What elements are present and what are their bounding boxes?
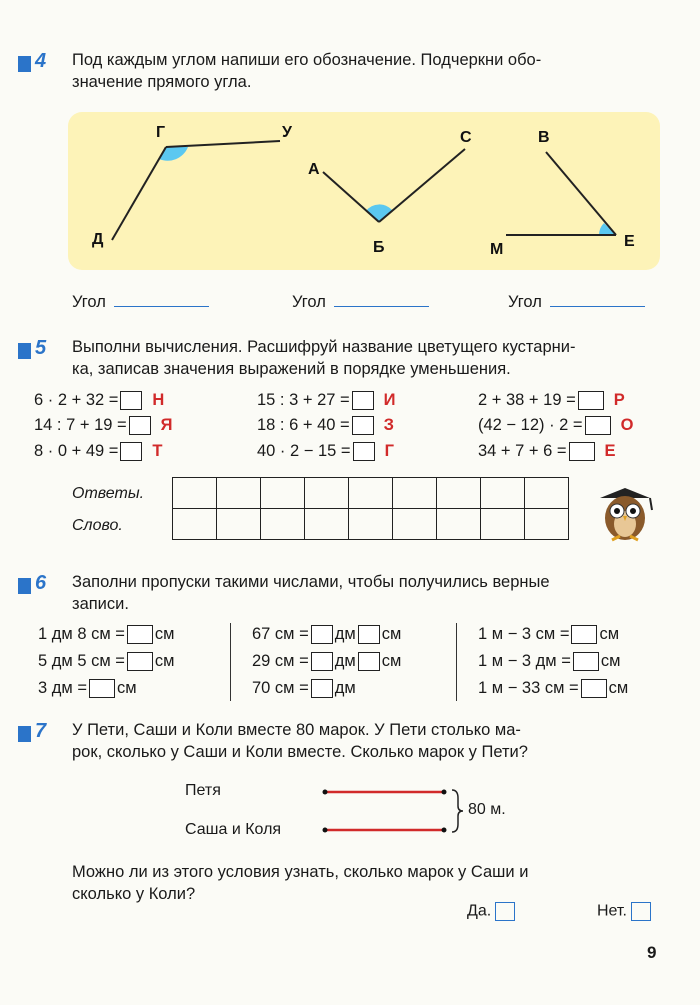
expression: 18 : 6 + 40 = З — [257, 416, 395, 434]
conversion: 67 см = дм см — [252, 625, 402, 643]
expression: (42 − 12) · 2 = О — [478, 416, 634, 434]
task-number-6: 6 — [35, 572, 47, 594]
answer-cell[interactable] — [305, 478, 349, 509]
task7-question-line2: сколько у Коли? — [72, 885, 196, 903]
answer-line[interactable] — [550, 306, 645, 307]
angle-label: Угол — [292, 293, 326, 311]
task6-text-line2: записи. — [72, 595, 129, 613]
answer-box[interactable] — [120, 442, 142, 461]
answer-box[interactable] — [578, 391, 604, 410]
label-sasha-kolya: Саша и Коля — [185, 821, 282, 838]
angle-answer-2 — [292, 290, 429, 314]
column-divider — [456, 623, 457, 701]
answer-box[interactable] — [358, 625, 380, 644]
answer-box[interactable] — [581, 679, 607, 698]
answer-box[interactable] — [352, 416, 374, 435]
answer-box[interactable] — [311, 652, 333, 671]
label-b: Б — [373, 239, 385, 256]
owl-icon — [590, 478, 660, 548]
answer-cell[interactable] — [173, 478, 217, 509]
angle-answer-1 — [72, 290, 209, 314]
word-label: Слово. — [72, 517, 123, 534]
column-divider — [230, 623, 231, 701]
task-number-4: 4 — [35, 50, 47, 72]
expression: 14 : 7 + 19 = Я — [34, 416, 173, 434]
answer-cell[interactable] — [261, 478, 305, 509]
yes-option[interactable]: Да. — [467, 902, 515, 921]
answer-box[interactable] — [127, 652, 153, 671]
conversion: 3 дм = см — [38, 679, 137, 697]
label-m: М — [490, 241, 504, 258]
task-marker — [18, 56, 31, 72]
expression: 2 + 38 + 19 = Р — [478, 391, 625, 409]
letter-cell[interactable] — [349, 509, 393, 540]
conversion: 1 м − 3 дм = см — [478, 652, 621, 670]
word-row — [173, 509, 569, 540]
brace-icon — [452, 790, 463, 832]
expression: 40 · 2 − 15 = Г — [257, 442, 394, 460]
letter-cell[interactable] — [173, 509, 217, 540]
task7-text-line1: У Пети, Саши и Коли вместе 80 марок. У Пети столько ма- — [72, 721, 521, 739]
answer-grid — [172, 477, 569, 540]
task6-text-line1: Заполни пропуски такими числами, чтобы получились верные — [72, 573, 550, 591]
letter-cell[interactable] — [217, 509, 261, 540]
answer-line[interactable] — [114, 306, 209, 307]
label-petya: Петя — [185, 782, 221, 799]
task-number-5: 5 — [35, 337, 47, 359]
answer-cell[interactable] — [437, 478, 481, 509]
yes-checkbox[interactable] — [495, 902, 515, 921]
task4-text-line1: Под каждым углом напиши его обозначение. Подчеркни обо- — [72, 51, 542, 69]
letter-cell[interactable] — [261, 509, 305, 540]
task7-question-line1: Можно ли из этого условия узнать, сколько марок у Саши и — [72, 863, 529, 881]
answer-cell[interactable] — [393, 478, 437, 509]
answer-box[interactable] — [571, 625, 597, 644]
no-option[interactable]: Нет. — [597, 902, 651, 921]
answer-cell[interactable] — [349, 478, 393, 509]
angle-label: Угол — [508, 293, 542, 311]
conversion: 5 дм 5 см = см — [38, 652, 175, 670]
label-g: Г — [156, 124, 166, 141]
label-d: Д — [92, 231, 104, 248]
task4-text-line2: значение прямого угла. — [72, 73, 252, 91]
no-checkbox[interactable] — [631, 902, 651, 921]
answer-cell[interactable] — [481, 478, 525, 509]
letter-cell[interactable] — [525, 509, 569, 540]
total-label: 80 м. — [468, 801, 506, 818]
answer-box[interactable] — [569, 442, 595, 461]
answer-box[interactable] — [311, 679, 333, 698]
letter-cell[interactable] — [393, 509, 437, 540]
letter-cell[interactable] — [305, 509, 349, 540]
letter-cell[interactable] — [481, 509, 525, 540]
answer-box[interactable] — [573, 652, 599, 671]
answer-box[interactable] — [353, 442, 375, 461]
angle-answer-3 — [508, 290, 645, 314]
angles-figure — [68, 112, 660, 270]
answer-box[interactable] — [129, 416, 151, 435]
angle-label: Угол — [72, 293, 106, 311]
conversion: 1 м − 33 см = см — [478, 679, 629, 697]
answer-box[interactable] — [120, 391, 142, 410]
answer-box[interactable] — [311, 625, 333, 644]
expression: 8 · 0 + 49 = Т — [34, 442, 163, 460]
label-a: А — [308, 161, 320, 178]
answer-box[interactable] — [358, 652, 380, 671]
conversion: 70 см = дм — [252, 679, 356, 697]
task-marker — [18, 726, 31, 742]
answer-box[interactable] — [585, 416, 611, 435]
label-u: У — [282, 124, 292, 141]
conversion: 29 см = дм см — [252, 652, 402, 670]
conversion: 1 дм 8 см = см — [38, 625, 175, 643]
answers-row — [173, 478, 569, 509]
answer-cell[interactable] — [525, 478, 569, 509]
expression: 15 : 3 + 27 = И — [257, 391, 396, 409]
task-marker — [18, 343, 31, 359]
task-marker — [18, 578, 31, 594]
answer-box[interactable] — [352, 391, 374, 410]
task-number-7: 7 — [35, 720, 47, 742]
label-e: Е — [624, 233, 635, 250]
page-number: 9 — [647, 943, 657, 962]
task5-text-line2: ка, записав значения выражений в порядке уменьшения. — [72, 360, 511, 378]
answer-line[interactable] — [334, 306, 429, 307]
segment-diagram — [318, 784, 468, 836]
label-v: В — [538, 129, 550, 146]
letter-cell[interactable] — [437, 509, 481, 540]
answer-box[interactable] — [89, 679, 115, 698]
expression: 34 + 7 + 6 = Е — [478, 442, 616, 460]
task5-text-line1: Выполни вычисления. Расшифруй название цветущего кустарни- — [72, 338, 576, 356]
expression: 6 · 2 + 32 = Н — [34, 391, 165, 409]
label-s: С — [460, 129, 472, 146]
conversion: 1 м − 3 см = см — [478, 625, 620, 643]
answers-label: Ответы. — [72, 485, 145, 502]
answer-cell[interactable] — [217, 478, 261, 509]
task7-text-line2: рок, сколько у Саши и Коли вместе. Сколько марок у Пети? — [72, 743, 528, 761]
answer-box[interactable] — [127, 625, 153, 644]
